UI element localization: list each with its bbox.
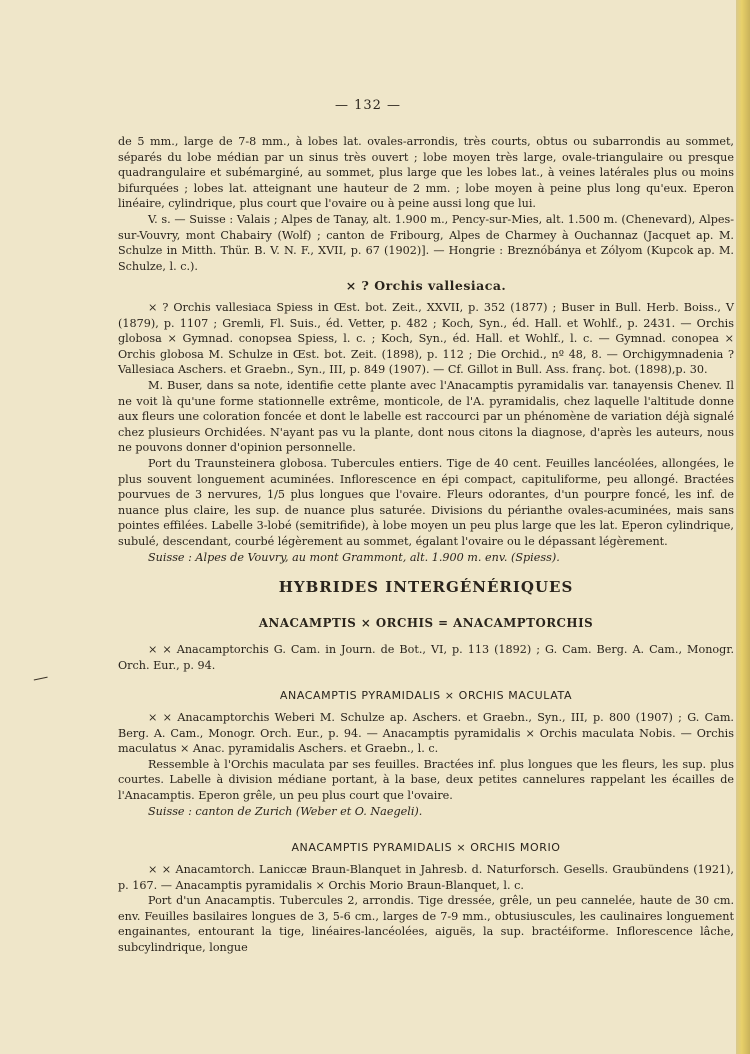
text-block-4 bbox=[118, 710, 734, 819]
paragraph-suisse-vouvry: Suisse : Alpes de Vouvry, au mont Grammont, alt. 1.900 m. env. (Spiess). bbox=[148, 550, 560, 564]
heading-anacamptorchis: ANACAMPTIS × ORCHIS = ANACAMPTORCHIS bbox=[258, 616, 594, 630]
paragraph-port-description: Port du Traunsteinera globosa. Tubercules entiers. Tige de 40 cent. Feuilles lancéolées, allongées, le plus souvent longuement acuminées. Inflorescence en épi compact, capituliforme, peu allongé. Bractées pourvues de 3 nervures, 1/5 plus longues que l'ovaire. Fleurs odorantes, d'un pourpre foncé, les inf. de nuance plus claire, les sup. de nuance plus saturée. Divisions du périanthe ovales-acuminées, mais sans pointes effilées. Labelle 3-lobé (semitrifide), à lobe moyen un peu plus large que les lat. Eperon cylindrique, subulé, descendant, courbé légèrement au sommet, égalant l'ovaire ou le dépassant légèrement. bbox=[118, 456, 734, 548]
paragraph-buser-note: M. Buser, dans sa note, identifie cette plante avec l'Anacamptis pyramidalis var. tanayensis Chenev. Il ne voit là qu'une forme stationnelle extrême, monticole, de l'A. pyramidalis, chez laquelle l'altitude donne aux fleurs une coloration foncée et dont le labelle est raccourci par un phénomène de variation déjà signalé chez plusieurs Orchidées. N'ayant pas vu la plante, dont nous citons la diagnose, d'après les auteurs, nous ne pouvons donner d'opinion personnelle. bbox=[118, 378, 734, 455]
paragraph-description: de 5 mm., large de 7-8 mm., à lobes lat. ovales-arrondis, très courts, obtus ou subarrondis au sommet, séparés du lobe médian par un sinus très ouvert ; lobe moyen très large, ovale-triangulaire ou presque quadrangulaire et subémarginé, au sommet, plus large que les lobes lat., à veines latérales plus ou moins bifurquées ; lobes lat. atteignant une hauteur de 2 mm. ; lobe moyen à peine plus long qu'eux. Eperon linéaire, cylindrique, plus court que l'ovaire ou à peine aussi long que lui. bbox=[118, 135, 734, 211]
paragraph-synonymy: × ? Orchis vallesiaca Spiess in Œst. bot. Zeit., XXVII, p. 352 (1877) ; Buser in Bull. Herb. Boiss., V (1879), p. 1107 ; Gremli, Fl. Suis., éd. Vetter, p. 482 ; Koch, Syn., éd. Hall. et Wohlf., p. 2431. — Orchis globosa × Gymnad. conopsea Spiess, l. c. ; Koch, Syn., éd. Hall. et Wohlf., l. c. — Gymnad. conopea × Orchis globosa M. Schulze in Œst. bot. Zeit. (1898), p. 112 ; Die Orchid., nº 48, 8. — Orchigymnadenia ? Vallesiaca Aschers. et Graebn., Syn., III, p. 849 (1907). — Cf. Gillot in Bull. Ass. franç. bot. (1898),p. 30. bbox=[118, 301, 734, 377]
paragraph-anacamptorchis-citation: × × Anacamptorchis G. Cam. in Journ. de Bot., VI, p. 113 (1892) ; G. Cam. Berg. A. Cam., Monogr. Orch. Eur., p. 94. bbox=[118, 643, 734, 672]
text-block-3 bbox=[118, 642, 734, 673]
page-number: — 132 — bbox=[334, 98, 402, 113]
text-block-2 bbox=[118, 300, 734, 565]
paragraph-weberi-citation: × × Anacamptorchis Weberi M. Schulze ap. Aschers. et Graebn., Syn., III, p. 800 (1907) ; G. Cam. Berg. A. Cam., Monogr. Orch. Eur., p. 94. — Anacamptis pyramidalis × Orchis maculata Nobis. — Orchis maculatus × Anac. pyramidalis Aschers. et Graebn., l. c. bbox=[118, 711, 734, 756]
paragraph-laniccae-citation: × × Anacamtorch. Laniccæ Braun-Blanquet in Jahresb. d. Naturforsch. Gesells. Graubündens (1921), p. 167. — Anacamptis pyramidalis × Orchis Morio Braun-Blanquet, l. c. bbox=[118, 863, 734, 892]
heading-orchis-vallesiaca: × ? Orchis vallesiaca. bbox=[345, 278, 507, 293]
paragraph-suisse-zurich: Suisse : canton de Zurich (Weber et O. Naegeli). bbox=[148, 804, 423, 818]
heading-hybrides-intergeneriques: HYBRIDES INTERGÉNÉRIQUES bbox=[278, 578, 574, 596]
text-block-1 bbox=[118, 134, 734, 274]
heading-pyramidalis-maculata: ANACAMPTIS PYRAMIDALIS × ORCHIS MACULATA bbox=[279, 689, 573, 702]
paragraph-laniccae-description: Port d'un Anacamptis. Tubercules 2, arrondis. Tige dressée, grêle, un peu cannelée, haute de 30 cm. env. Feuilles basilaires longues de 3, 5-6 cm., larges de 7-9 mm., obtusiuscules, les caulinaires longuement engainantes, entourant la tige, linéaires-lancéolées, aiguës, la sup. bractéiforme. Inflorescence lâche, subcylindrique, longue bbox=[118, 894, 734, 954]
paragraph-locations: V. s. — Suisse : Valais ; Alpes de Tanay, alt. 1.900 m., Pency-sur-Mies, alt. 1.500 m. (Chenevard), Alpes-sur-Vouvry, mont Chabairy (Wolf) ; canton de Fribourg, Alpes de Charmey à Ouchannaz (Jacquet ap. M. Schulze in Mitth. Thür. B. V. N. F., XVII, p. 67 (1902)]. — Hongrie : Breznóbánya et Zólyom (Kupcok ap. M. Schulze, l. c.). bbox=[118, 212, 734, 273]
paragraph-weberi-description: Ressemble à l'Orchis maculata par ses feuilles. Bractées inf. plus longues que les fleurs, les sup. plus courtes. Labelle à division médiane portant, à la base, deux petites cannelures rappelant les écailles de l'Anacamptis. Eperon grêle, un peu plus court que l'ovaire. bbox=[118, 757, 734, 802]
page-edge bbox=[736, 0, 750, 1054]
heading-pyramidalis-morio: ANACAMPTIS PYRAMIDALIS × ORCHIS MORIO bbox=[291, 841, 561, 854]
margin-pencil-mark bbox=[34, 677, 49, 684]
text-block-5 bbox=[118, 862, 734, 956]
